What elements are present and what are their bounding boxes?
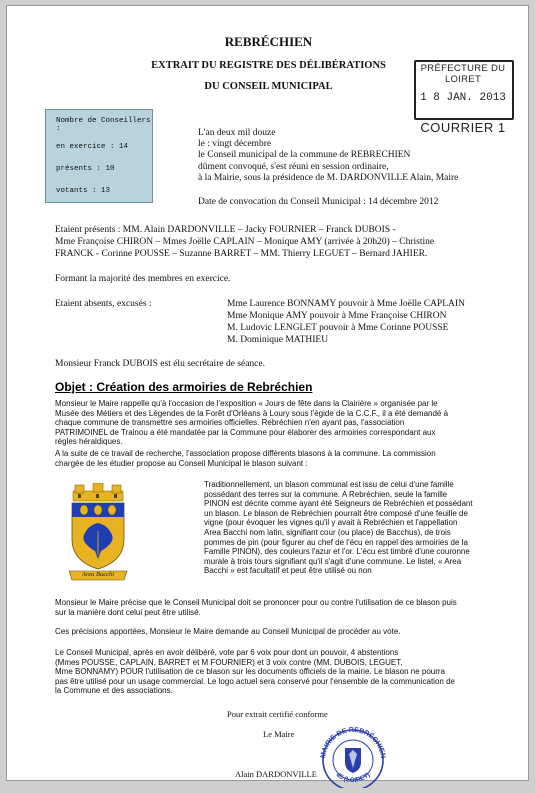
absent-4: M. Dominique MATHIEU [227,335,329,345]
p3-line: PINON est décrite comme ayant été Seigneurs de Rebréchien et possédant [204,499,473,509]
paragraph-2 [55,449,507,468]
p3-line: Bacchi » est facultatif et peut être utilisé ou non [204,566,372,576]
absent-3: M. Ludovic LENGLET pouvoir à Mme Corinne POUSSE [227,323,449,333]
document-page [6,5,529,785]
session-line-5: à la Mairie, sous la présidence de M. DARDONVILLE Alain, Maire [198,173,459,183]
mairie-seal [315,726,391,788]
presents-line-1: Etaient présents : MM. Alain DARDONVILLE – Jacky FOURNIER – Franck DUBOIS - [55,225,396,235]
registre-title: EXTRAIT DU REGISTRE DES DÉLIBÉRATIONS [151,60,386,71]
paragraph-4 [55,598,507,617]
p3-line: murale à trois tours signifiant qu'il s'agit d'une commune. Le listel, « Area [204,556,462,566]
conseil-title: DU CONSEIL MUNICIPAL [204,81,333,92]
prefecture-stamp [414,60,516,136]
maire-name: Alain DARDONVILLE [235,769,317,779]
p3-line: Famille PINON), des couleurs l'azur et l'or. L'écu est timbré d'une couronne [204,547,470,557]
stamp-courrier: COURRIER 1 [420,120,506,135]
stamp-date: 1 8 JAN. 2013 [420,92,506,104]
p1-line: règles héraldiques. [55,437,123,447]
members-count-box [45,109,153,203]
members-title: Nombre de Conseillers : [56,117,151,133]
p3-line: Traditionnellement, un blason communal est issu de celui d'une famille [204,480,454,489]
p3-line: possédant des terres sur la commune. A Rebréchien, seule la famille [204,489,448,499]
p6-line: Le Conseil Municipal, après en avoir délibéré, vote par 6 voix pour dont un pouvoir, 4 abstentions [55,648,399,657]
p3-line: Area Bacchi nom latin, signifiant cour (ou place) de Bacchus), de trois [204,527,451,537]
p6-line: Mme BONNAMY) POUR l'utilisation de ce blason sur les documents officiels de la mairie. Le blason ne pourra [55,667,445,677]
session-line-1: L'an deux mil douze [198,128,276,138]
p3-line: un blason. Le blason de Rebréchien pourrait être composé d'une feuille de [204,508,468,518]
secretaire-text: Monsieur Franck DUBOIS est élu secrétaire de séance. [55,359,265,369]
p1-line: PATRIMOINEL de Trainou a été mandatée par la Commune pour élaborer des armoiries correspondant aux [55,427,436,437]
p1-line: Monsieur le Maire rappelle qu'à l'occasion de l'exposition « Jours de fête dans la Clairière » organisée par le [55,399,438,408]
commune-title: REBRÉCHIEN [224,34,313,49]
objet-heading: Objet : Création des armoiries de Rebréchien [55,380,313,394]
coat-of-arms-image [67,483,129,583]
session-line-4: dûment convoqué, s'est réuni en session ordinaire, [198,162,389,172]
p1-line: Musée des Métiers et des Légendes de la Forêt d'Orléans à Loury sous l'égide de la C.C.F., il a été demandé à [55,408,449,418]
members-presents: présents : 10 [56,165,115,173]
p3-line: pommes de pin (pour figurer au chef de l'écu en rappel des armoiries de la [204,537,468,547]
stamp-prefecture: PRÉFECTURE DU LOIRET [420,63,506,85]
seal-image [315,726,391,788]
coat-motto: Area Bacchi [81,571,115,578]
absents-label: Etaient absents, excusés : [55,299,152,309]
p4-line: sur la manière dont celui peut être utilisé. [55,607,201,617]
extrait-conforme: Pour extrait certifié conforme [227,709,328,719]
paragraph-6 [55,648,507,696]
session-line-3: le Conseil municipal de la commune de REBRECHIEN [198,150,411,160]
p4-line: Monsieur le Maire précise que le Conseil Municipal doit se prononcer pour ou contre l'utilisation de ce blason puis [55,598,457,607]
seal-top-text: MAIRIE DE REBRÉCHIEN [319,726,387,759]
paragraph-5: Ces précisions apportées, Monsieur le Maire demande au Conseil Municipal de procéder au vote. [55,627,401,636]
presents-line-2: Mme Françoise CHIRON – Mmes Joëlle CAPLAIN – Monique AMY (arrivée à 20h20) – Christine [55,237,435,247]
p3-line: vigne (pour évoquer les vignes qu'il y avait à Rebréchien et l'appellation [204,518,458,528]
paragraph-3 [204,480,510,576]
absent-2: Mme Monique AMY pouvoir à Mme Françoise CHIRON [227,311,447,321]
presents-line-3: FRANCK - Corinne POUSSE – Suzanne BARRET – MM. Thierry LEGUET – Bernard JAHIER. [55,249,428,259]
paragraph-1 [55,399,507,447]
coat-of-arms [67,483,129,583]
maire-label: Le Maire [263,729,295,739]
convocation-date: Date de convocation du Conseil Municipal : 14 décembre 2012 [198,197,439,207]
seal-bottom-text: 45 (LOIRET) [334,771,372,785]
p1-line: chaque commune de transmettre ses armoiries officielles. Rebréchien n'en ayant pas, l'association [55,418,405,428]
members-votants: votants : 13 [56,187,111,195]
session-line-2: le : vingt décembre [198,139,272,149]
p2-line: A la suite de ce travail de recherche, l'association propose différents blasons à la commune. La commission [55,449,436,458]
p6-line: la Commune et des associations. [55,686,173,696]
svg-text:45 (LOIRET) [335,772,372,784]
majorite-text: Formant la majorité des membres en exercice. [55,274,231,284]
members-en-exercice: en exercice : 14 [56,143,129,151]
absent-1: Mme Laurence BONNAMY pouvoir à Mme Joëlle CAPLAIN [227,299,465,309]
p6-line: (Mmes POUSSE, CAPLAIN, BARRET et M FOURNIER) et 3 voix contre (MM. DUBOIS, LEGUET, [55,657,403,667]
p6-line: pas être utilisé pour un usage commercial. Le logo actuel sera conservé pour l'ensemble de la communication de [55,676,455,686]
p2-line: chargée de les étudier propose au Conseil Municipal le blason suivant : [55,458,308,468]
